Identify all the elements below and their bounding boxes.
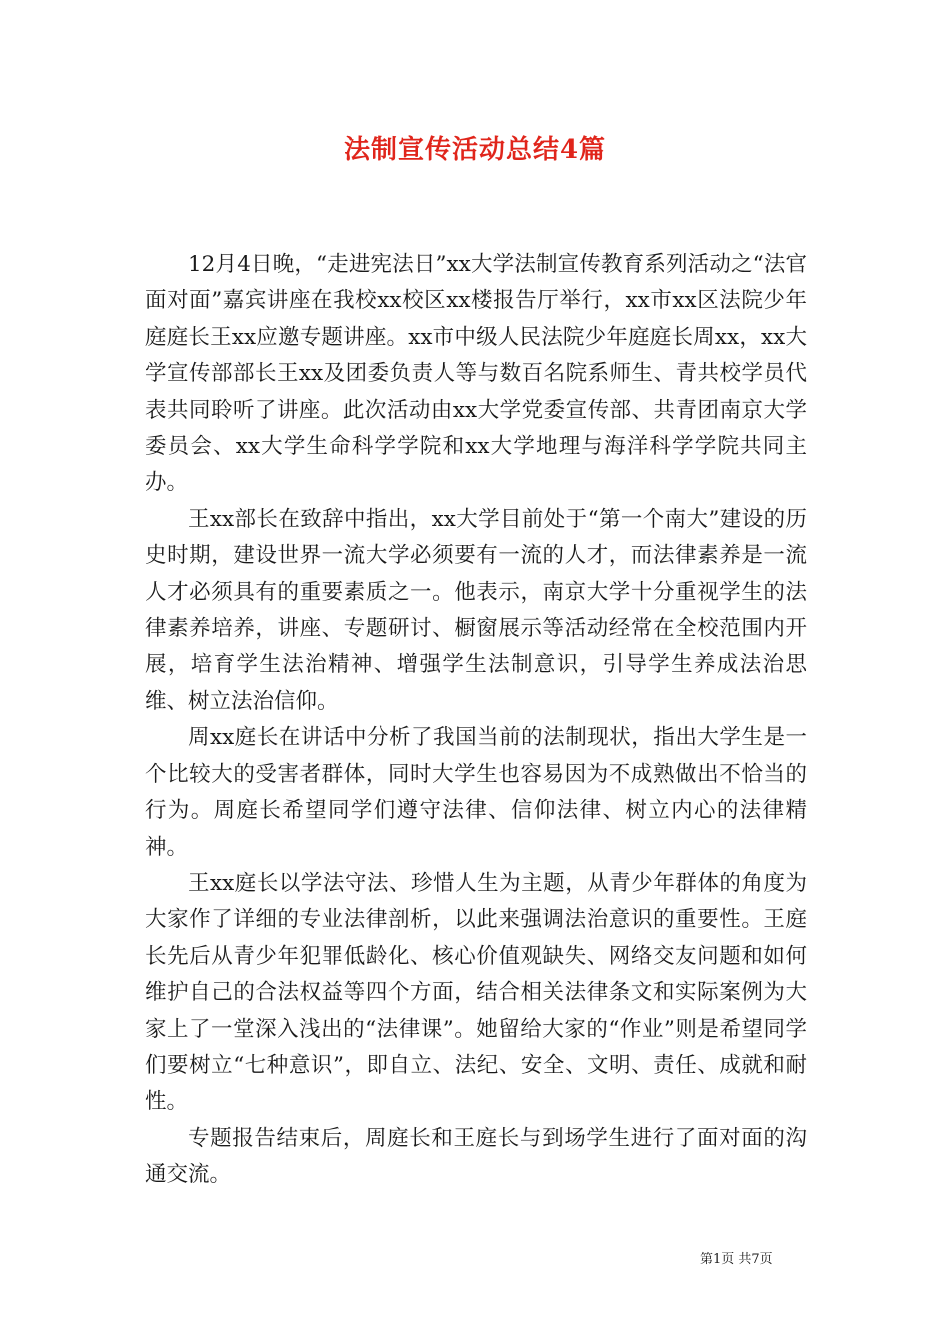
paragraph-3: 周xx庭长在讲话中分析了我国当前的法制现状，指出大学生是一个比较大的受害者群体，同时大学生也容易因为不成熟做出不恰当的行为。周庭长希望同学们遵守法律、信仰法律、树立内心的法律精神。 (145, 725, 807, 860)
paragraph-4: 王xx庭长以学法守法、珍惜人生为主题，从青少年群体的角度为大家作了详细的专业法律剖析，以此来强调法治意识的重要性。王庭长先后从青少年犯罪低龄化、核心价值观缺失、网络交友问题和如何维护自己的合法权益等四个方面，结合相关法律条文和实际案例为大家上了一堂深入浅出的“法律课”。她留给大家的“作业”则是希望同学们要树立“七种意识”，即自立、法纪、安全、文明、责任、成就和耐性。 (145, 870, 808, 1115)
document-body (145, 247, 807, 1194)
paragraph-1: 12月4日晚，“走进宪法日”xx大学法制宣传教育系列活动之“法官面对面”嘉宾讲座在我校xx校区xx楼报告厅举行，xx市xx区法院少年庭庭长王xx应邀专题讲座。xx市中级人民法院少年庭庭长周xx，xx大学宣传部部长王xx及团委负责人等与数百名院系师生、青共校学员代表共同聆听了讲座。此次活动由xx大学党委宣传部、共青团南京大学委员会、xx大学生命科学学院和xx大学地理与海洋科学学院共同主办。 (145, 252, 807, 496)
page-number-footer: 第1页 共7页 (700, 1252, 773, 1267)
paragraph-5: 专题报告结束后，周庭长和王庭长与到场学生进行了面对面的沟通交流。 (145, 1125, 807, 1188)
document-title: 法制宣传活动总结4篇 (343, 135, 607, 165)
paragraph-2: 王xx部长在致辞中指出，xx大学目前处于“第一个南大”建设的历史时期，建设世界一流大学必须要有一流的人才，而法律素养是一流人才必须具有的重要素质之一。他表示，南京大学十分重视学生的法律素养培养，讲座、专题研讨、橱窗展示等活动经常在全校范围内开展，培育学生法治精神、增强学生法制意识，引导学生养成法治思维、树立法治信仰。 (145, 506, 807, 714)
